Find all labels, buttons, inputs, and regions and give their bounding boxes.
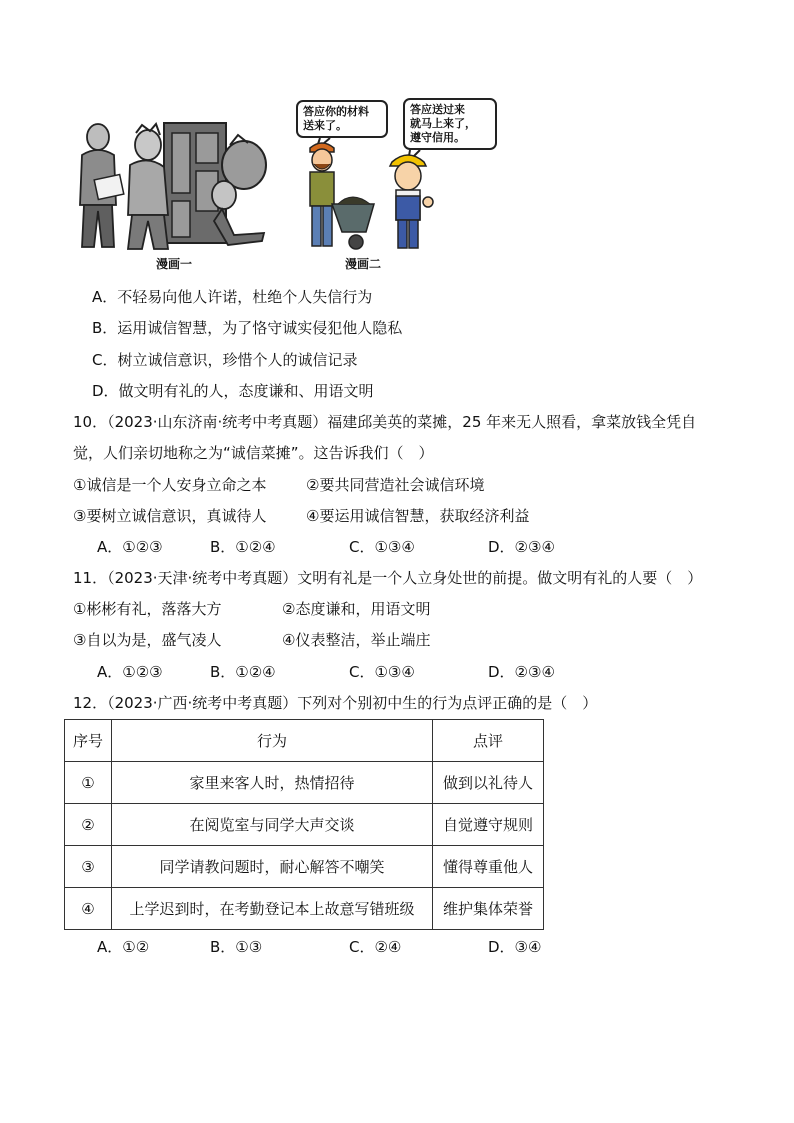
bubble-right-line-3: 遵守信用。: [410, 131, 465, 144]
q11-statement-4: ④仪表整洁，举止端庄: [282, 631, 431, 649]
q11-stem: 11．（2023·天津·统考中考真题）文明有礼是一个人立身处世的前提。做文明有礼的人要（ ）: [73, 569, 703, 587]
table-cell: 懂得尊重他人: [433, 846, 544, 888]
q9-option-b: B．运用诚信智慧，为了恪守诚实侵犯他人隐私: [92, 319, 403, 337]
q9-option-d: D．做文明有礼的人，态度谦和、用语文明: [92, 382, 374, 400]
table-row: [65, 846, 544, 888]
table-cell: 做到以礼待人: [433, 762, 544, 804]
q10-choice-d: D．②③④: [488, 538, 555, 556]
table-cell: 在阅览室与同学大声交谈: [112, 804, 433, 846]
q12-choice-b: B．①③: [210, 938, 263, 956]
table-cell: 上学迟到时，在考勤登记本上故意写错班级: [112, 888, 433, 930]
bubble-right-line-2: 就马上来了，: [410, 117, 476, 130]
q9-option-a: A．不轻易向他人许诺，杜绝个人失信行为: [92, 288, 373, 306]
q9-option-c: C．树立诚信意识，珍惜个人的诚信记录: [92, 351, 358, 369]
table-cell: 同学请教问题时，耐心解答不嘲笑: [112, 846, 433, 888]
bubble-left-line-1: 答应你的材料: [303, 105, 369, 118]
q10-choice-b: B．①②④: [210, 538, 276, 556]
bubble-right-line-1: 答应送过来: [410, 103, 465, 116]
q11-statement-1: ①彬彬有礼，落落大方: [73, 600, 222, 618]
table-header-row: [65, 720, 544, 762]
q10-statement-2: ②要共同营造社会诚信环境: [306, 476, 485, 494]
comic-one-illustration: [72, 115, 272, 257]
q10-stem-line-2: 觉，人们亲切地称之为“诚信菜摊”。这告诉我们（ ）: [73, 444, 434, 462]
q10-choice-c: C．①③④: [349, 538, 415, 556]
bubble-left-line-2: 送来了。: [303, 119, 347, 132]
table-row: [65, 888, 544, 930]
q11-choice-b: B．①②④: [210, 663, 276, 681]
table-header-cell: 序号: [65, 720, 112, 762]
comic-one-caption: 漫画一: [156, 257, 193, 271]
q10-statement-4: ④要运用诚信智慧，获取经济利益: [306, 507, 530, 525]
table-cell: 家里来客人时，热情招待: [112, 762, 433, 804]
table-cell: ③: [65, 846, 112, 888]
comic-two: [296, 138, 446, 254]
table-cell: 维护集体荣誉: [433, 888, 544, 930]
table-header-cell: 行为: [112, 720, 433, 762]
q10-stem-line-1: 10．（2023·山东济南·统考中考真题）福建邱美英的菜摊，25 年来无人照看，拿菜放钱全凭自: [73, 413, 697, 431]
speech-bubble-left: [296, 100, 388, 138]
q11-choice-d: D．②③④: [488, 663, 555, 681]
q10-statement-3: ③要树立诚信意识，真诚待人: [73, 507, 267, 525]
q11-statement-2: ②态度谦和，用语文明: [282, 600, 431, 618]
q10-choice-a: A．①②③: [97, 538, 163, 556]
table-cell: ④: [65, 888, 112, 930]
q11-choice-a: A．①②③: [97, 663, 163, 681]
table-cell: 自觉遵守规则: [433, 804, 544, 846]
q12-choice-a: A．①②: [97, 938, 150, 956]
comic-two-caption: 漫画二: [345, 257, 382, 271]
q12-stem: 12．（2023·广西·统考中考真题）下列对个别初中生的行为点评正确的是（ ）: [73, 694, 598, 712]
comic-two-illustration: [296, 138, 446, 254]
table-header-cell: 点评: [433, 720, 544, 762]
table-cell: ①: [65, 762, 112, 804]
table-row: [65, 804, 544, 846]
q11-statement-3: ③自以为是，盛气凌人: [73, 631, 222, 649]
table-cell: ②: [65, 804, 112, 846]
q12-table: [64, 719, 544, 930]
table-row: [65, 762, 544, 804]
q12-choice-c: C．②④: [349, 938, 402, 956]
comic-one: [72, 115, 272, 257]
q11-choice-c: C．①③④: [349, 663, 415, 681]
q10-statement-1: ①诚信是一个人安身立命之本: [73, 476, 267, 494]
q12-choice-d: D．③④: [488, 938, 542, 956]
